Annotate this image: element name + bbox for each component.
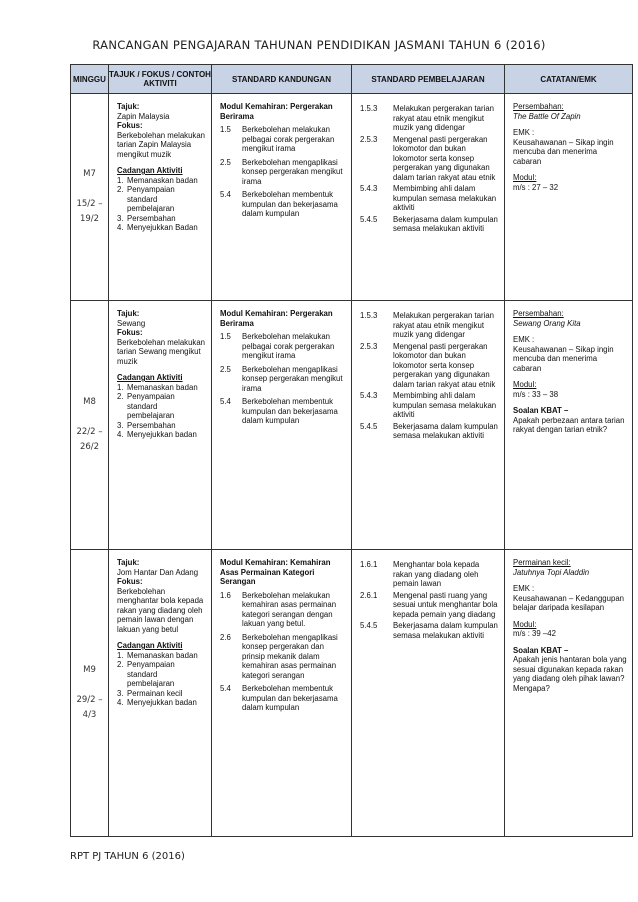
standard-text: Mengenal pasti ruang yang sesuai untuk menghantar bola kepada pemain yang diadang — [393, 590, 498, 619]
standard-kandungan-content — [212, 301, 351, 430]
standard-code: 5.4 — [220, 684, 231, 693]
fokus-label: Fokus: — [117, 121, 143, 130]
standard-code: 1.5 — [220, 332, 231, 341]
aktiviti-item — [117, 689, 206, 699]
standard-pembelajaran-item — [360, 391, 499, 420]
standard-pembelajaran-content — [352, 550, 504, 644]
aktiviti-label: Cadangan Aktiviti — [117, 373, 183, 382]
aktiviti-item — [117, 651, 206, 661]
modul-value: m/s : 33 – 38 — [513, 389, 559, 399]
catatan-content — [505, 301, 632, 439]
aktiviti-text: Menyejukkan badan — [127, 430, 197, 439]
week-dates: 22/2 – 26/2 — [76, 427, 103, 452]
week-number: M7 — [83, 169, 96, 180]
topic-cell — [109, 301, 212, 550]
standard-text: Berkebolehan membentuk kumpulan dan bekerjasama dalam kumpulan — [242, 190, 338, 218]
standard-text: Bekerjasama dalam kumpulan semasa melakukan aktiviti — [393, 621, 498, 640]
kbat-label: Soalan KBAT – — [513, 645, 569, 655]
standard-text: Berkebolehan membentuk kumpulan dan bekerjasama dalam kumpulan — [242, 684, 338, 712]
standard-pembelajaran-item — [360, 560, 499, 589]
tajuk-label: Tajuk: — [117, 309, 140, 318]
fokus-text: Berkebolehan melakukan tarian Sewang mengikut muzik — [117, 337, 205, 366]
standard-text: Mengenal pasti pergerakan lokomotor dan bukan lokomotor serta konsep pergerakan yang digunakan dalam tarian rakyat atau etnik — [393, 134, 496, 182]
aktiviti-text: Memanaskan badan — [127, 382, 198, 392]
aktiviti-number: 4. — [117, 430, 124, 439]
aktiviti-text: Penyampaian standard pembelajaran — [127, 185, 175, 213]
standard-text: Berkebolehan mengaplikasi konsep pergerakan mengikut irama — [242, 157, 343, 186]
emk-text: Keusahawanan – Kedanggupan belajar daripada kesilapan — [513, 593, 624, 612]
aktiviti-number: 2. — [117, 660, 124, 669]
tajuk-label: Tajuk: — [117, 102, 140, 111]
aktiviti-text: Persembahan — [127, 420, 176, 430]
standard-pembelajaran-content — [352, 301, 504, 445]
table-row — [71, 550, 633, 837]
aktiviti-number: 1. — [117, 650, 124, 660]
catatan-cell — [505, 550, 633, 837]
standard-code: 5.4.5 — [360, 421, 378, 431]
week-dates: 29/2 – 4/3 — [76, 695, 103, 720]
modul-value: m/s : 39 –42 — [513, 629, 556, 638]
standard-kandungan-content — [212, 550, 351, 717]
standard-pembelajaran-item — [360, 591, 499, 620]
modul-label: Modul: — [513, 173, 537, 182]
standard-text: Berkebolehan melakukan pelbagai corak pergerakan mengikut irama — [242, 332, 335, 360]
modul-kemahiran: Modul Kemahiran: Pergerakan Berirama — [220, 102, 333, 121]
modul-kemahiran: Modul Kemahiran: Pergerakan Berirama — [220, 309, 333, 328]
standard-text: Melakukan pergerakan tarian rakyat atau etnik mengikut muzik yang didengar — [393, 311, 494, 339]
standard-pembelajaran-item — [360, 422, 499, 441]
table-row — [71, 94, 633, 301]
kbat-text: Apakah jenis hantaran bola yang sesuai digunakan kepada rakan yang diadang oleh pihak lawan? Mengapa? — [513, 655, 627, 693]
aktiviti-number: 3. — [117, 420, 124, 430]
standard-code: 2.6.1 — [360, 590, 378, 600]
standard-pembelajaran-item — [360, 311, 499, 340]
aktiviti-number: 1. — [117, 175, 124, 185]
standard-kandungan-item — [220, 125, 346, 154]
topic-content — [109, 301, 211, 444]
standard-code: 1.5 — [220, 125, 231, 134]
tajuk-text: Zapin Malaysia — [117, 111, 170, 121]
standard-kandungan-item — [220, 365, 346, 394]
standard-code: 2.5.3 — [360, 341, 378, 351]
aktiviti-text: Penyampaian standard pembelajaran — [127, 392, 175, 420]
aktiviti-item — [117, 430, 206, 440]
standard-pembelajaran-cell — [352, 301, 505, 550]
emk-text: Keusahawanan – Sikap ingin mencuba dan menerima cabaran — [513, 344, 614, 373]
standard-pembelajaran-content — [352, 94, 504, 238]
header-minggu: MINGGU — [71, 65, 109, 94]
kbat-label: Soalan KBAT – — [513, 406, 569, 415]
emk-label: EMK : — [513, 584, 535, 593]
aktiviti-text: Menyejukkan badan — [127, 698, 197, 707]
aktiviti-label: Cadangan Aktiviti — [117, 166, 183, 175]
week-cell — [71, 550, 109, 837]
standard-kandungan-cell — [212, 94, 352, 301]
standard-code: 5.4.3 — [360, 391, 378, 400]
catatan-content — [505, 550, 632, 697]
standard-pembelajaran-cell — [352, 94, 505, 301]
standard-pembelajaran-item — [360, 621, 499, 640]
emk-label: EMK : — [513, 335, 535, 344]
fokus-label: Fokus: — [117, 328, 143, 337]
modul-label: Modul: — [513, 619, 537, 629]
catatan-cell — [505, 301, 633, 550]
standard-text: Membimbing ahli dalam kumpulan semasa melakukan aktiviti — [393, 184, 497, 212]
standard-text: Membimbing ahli dalam kumpulan semasa melakukan aktiviti — [393, 391, 497, 419]
footer-text: RPT PJ TAHUN 6 (2016) — [70, 851, 185, 862]
standard-text: Berkebolehan melakukan pelbagai corak pergerakan mengikut irama — [242, 125, 335, 153]
fokus-label: Fokus: — [117, 577, 143, 586]
table-row — [71, 301, 633, 550]
catatan-label: Persembahan: — [513, 309, 564, 318]
aktiviti-text: Persembahan — [127, 213, 176, 223]
aktiviti-text: Memanaskan badan — [127, 175, 198, 185]
topic-content — [109, 550, 211, 712]
catatan-cell — [505, 94, 633, 301]
aktiviti-number: 3. — [117, 213, 124, 223]
aktiviti-item — [117, 698, 206, 708]
standard-text: Menghantar bola kepada rakan yang diadang oleh pemain lawan — [393, 560, 480, 588]
standard-pembelajaran-item — [360, 104, 499, 133]
header-standard-kandungan: STANDARD KANDUNGAN — [212, 65, 352, 94]
catatan-value: Sewang Orang Kita — [513, 318, 581, 328]
topic-cell — [109, 550, 212, 837]
standard-code: 2.6 — [220, 632, 231, 642]
aktiviti-item — [117, 176, 206, 186]
standard-code: 5.4.3 — [360, 184, 378, 193]
emk-label: EMK : — [513, 128, 535, 137]
aktiviti-number: 2. — [117, 392, 124, 401]
modul-value: m/s : 27 – 32 — [513, 182, 559, 192]
week-cell — [71, 94, 109, 301]
topic-content — [109, 94, 211, 237]
standard-code: 2.5 — [220, 364, 231, 374]
header-tajuk: TAJUK / FOKUS / CONTOH AKTIVITI — [109, 65, 212, 94]
kbat-text: Apakah perbezaan antara tarian rakyat dengan tarian etnik? — [513, 415, 625, 434]
aktiviti-item — [117, 421, 206, 431]
standard-code: 1.6 — [220, 590, 231, 600]
week-dates: 15/2 – 19/2 — [76, 199, 103, 224]
standard-pembelajaran-item — [360, 215, 499, 234]
week-number: M8 — [83, 397, 96, 408]
week-number: M9 — [83, 665, 96, 676]
topic-cell — [109, 94, 212, 301]
standard-kandungan-item — [220, 397, 346, 426]
standard-text: Berkebolehan melakukan kemahiran asas permainan kategori serangan dengan lakuan yang betul. — [242, 590, 337, 628]
standard-text: Melakukan pergerakan tarian rakyat atau etnik mengikut muzik yang didengar — [393, 104, 494, 132]
standard-code: 5.4.5 — [360, 214, 378, 224]
standard-code: 2.5.3 — [360, 134, 378, 144]
standard-kandungan-item — [220, 332, 346, 361]
header-row — [71, 65, 633, 94]
standard-kandungan-item — [220, 633, 346, 681]
catatan-label: Permainan kecil: — [513, 558, 571, 567]
catatan-label: Persembahan: — [513, 102, 564, 111]
standard-code: 5.4 — [220, 397, 231, 406]
standard-kandungan-cell — [212, 301, 352, 550]
standard-pembelajaran-item — [360, 135, 499, 183]
aktiviti-text: Permainan kecil — [127, 688, 183, 698]
aktiviti-list — [117, 651, 206, 708]
standard-text: Bekerjasama dalam kumpulan semasa melakukan aktiviti — [393, 214, 498, 233]
standard-text: Berkebolehan membentuk kumpulan dan bekerjasama dalam kumpulan — [242, 397, 338, 425]
standard-kandungan-cell — [212, 550, 352, 837]
fokus-text: Berkebolehan melakukan tarian Zapin Malaysia mengikut muzik — [117, 130, 205, 159]
standard-code: 5.4.5 — [360, 621, 378, 630]
lesson-plan-table — [70, 64, 633, 837]
standard-code: 1.6.1 — [360, 560, 378, 569]
aktiviti-text: Memanaskan badan — [127, 650, 198, 660]
aktiviti-item — [117, 223, 206, 233]
aktiviti-label: Cadangan Aktiviti — [117, 641, 183, 650]
aktiviti-item — [117, 214, 206, 224]
header-catatan: CATATAN/EMK — [505, 65, 633, 94]
catatan-value: The Battle Of Zapin — [513, 111, 581, 121]
standard-kandungan-content — [212, 94, 351, 223]
standard-kandungan-item — [220, 190, 346, 219]
standard-pembelajaran-item — [360, 342, 499, 390]
modul-label: Modul: — [513, 380, 537, 389]
tajuk-text: Sewang — [117, 318, 146, 328]
aktiviti-list — [117, 176, 206, 233]
header-standard-pembelajaran: STANDARD PEMBELAJARAN — [352, 65, 505, 94]
document-title: RANCANGAN PENGAJARAN TAHUNAN PENDIDIKAN JASMANI TAHUN 6 (2016) — [92, 38, 546, 52]
standard-kandungan-item — [220, 158, 346, 187]
aktiviti-number: 2. — [117, 185, 124, 194]
standard-kandungan-item — [220, 684, 346, 713]
standard-code: 1.5.3 — [360, 104, 378, 113]
aktiviti-item — [117, 383, 206, 393]
standard-pembelajaran-item — [360, 184, 499, 213]
standard-kandungan-item — [220, 591, 346, 629]
fokus-text: Berkebolehan menghantar bola kepada rakan yang diadang oleh pemain lawan dengan lakuan yang betul — [117, 586, 204, 634]
catatan-content — [505, 94, 632, 196]
week-cell — [71, 301, 109, 550]
emk-text: Keusahawanan – Sikap ingin mencuba dan menerima cabaran — [513, 137, 614, 166]
tajuk-label: Tajuk: — [117, 558, 140, 567]
tajuk-text: Jom Hantar Dan Adang — [117, 567, 199, 577]
aktiviti-list — [117, 383, 206, 440]
aktiviti-text: Menyejukkan Badan — [127, 223, 198, 232]
aktiviti-item — [117, 660, 206, 689]
standard-text: Berkebolehan mengaplikasi konsep pergerakan mengikut irama — [242, 364, 343, 393]
aktiviti-item — [117, 185, 206, 214]
aktiviti-item — [117, 392, 206, 421]
aktiviti-number: 3. — [117, 688, 124, 698]
standard-pembelajaran-cell — [352, 550, 505, 837]
standard-code: 5.4 — [220, 190, 231, 199]
modul-kemahiran: Modul Kemahiran: Kemahiran Asas Permainan Kategori Serangan — [220, 558, 331, 586]
standard-text: Berkebolehan mengaplikasi konsep pergerakan dan prinsip mekanik dalam kemahiran asas permainan kategori serangan — [242, 632, 338, 680]
aktiviti-text: Penyampaian standard pembelajaran — [127, 660, 175, 688]
aktiviti-number: 4. — [117, 698, 124, 707]
standard-text: Mengenal pasti pergerakan lokomotor dan bukan lokomotor serta konsep pergerakan yang digunakan dalam tarian rakyat atau etnik — [393, 341, 496, 389]
standard-text: Bekerjasama dalam kumpulan semasa melakukan aktiviti — [393, 421, 498, 440]
aktiviti-number: 1. — [117, 382, 124, 392]
aktiviti-number: 4. — [117, 223, 124, 232]
standard-code: 1.5.3 — [360, 311, 378, 320]
standard-code: 2.5 — [220, 157, 231, 167]
catatan-value: Jatuhnya Topi Aladdin — [513, 567, 590, 577]
